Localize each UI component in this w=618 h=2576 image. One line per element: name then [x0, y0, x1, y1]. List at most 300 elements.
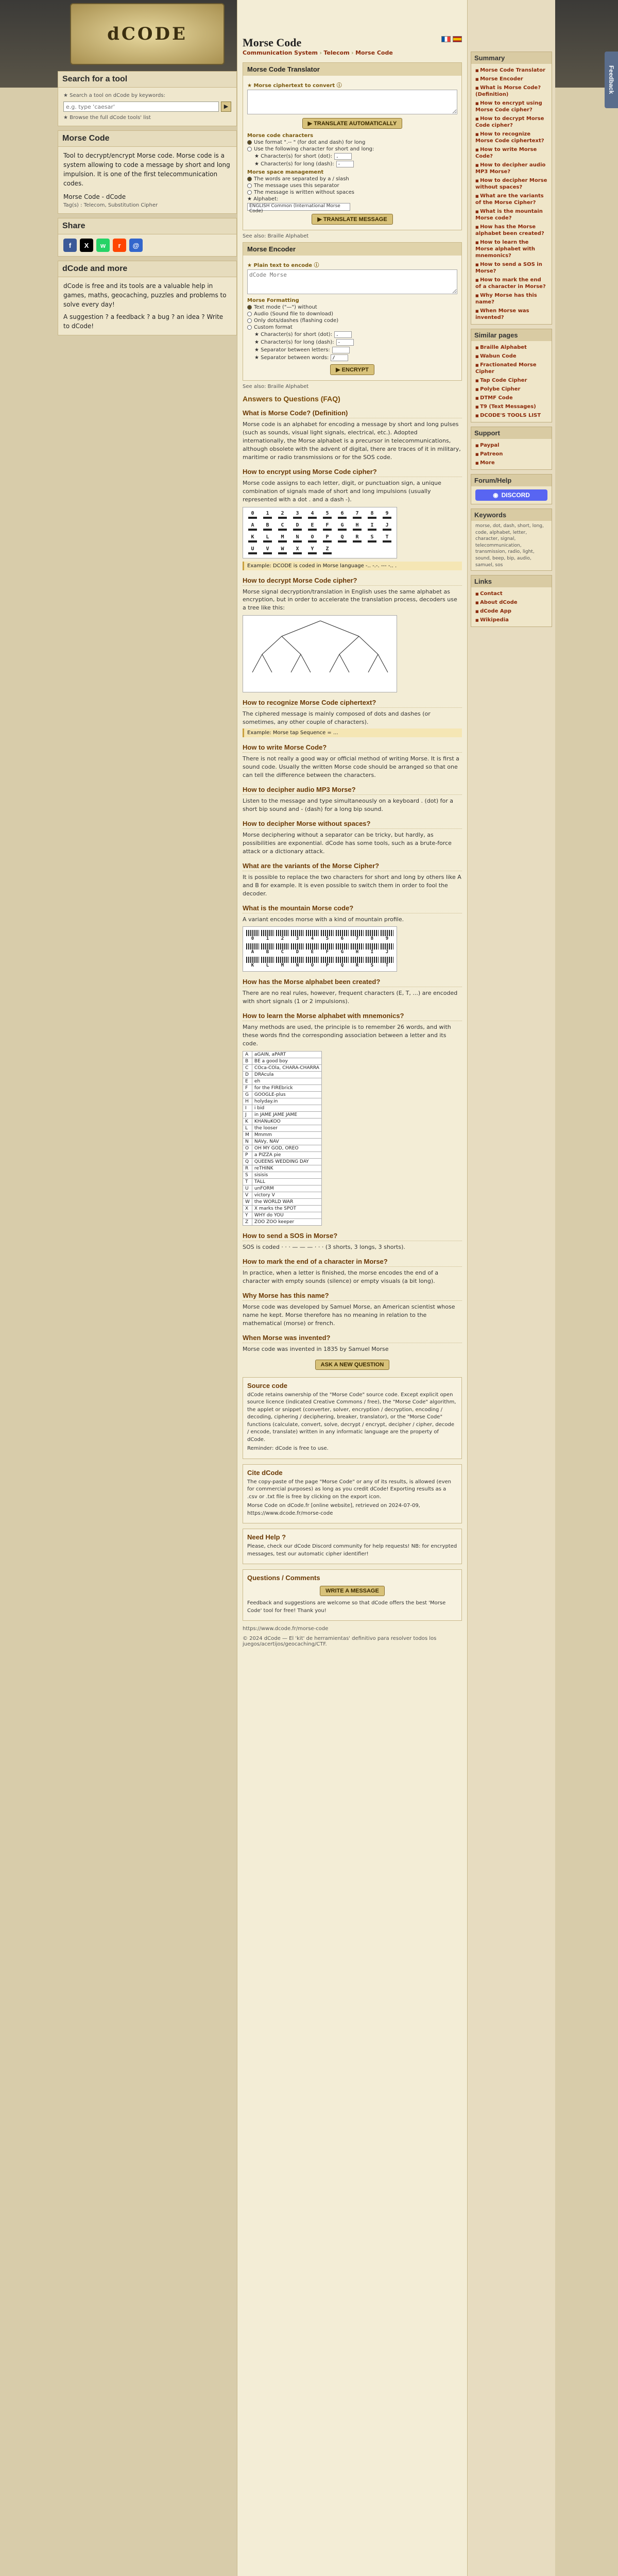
table-cell: X — [243, 1206, 252, 1212]
morse-alphabet-char: I — [370, 522, 374, 528]
faq-question: When Morse was invented? — [243, 1333, 462, 1343]
summary-item[interactable]: ■ How to encrypt using Morse Code cipher? — [475, 99, 547, 114]
support-item[interactable]: ■ Patreon — [475, 450, 547, 459]
morse-symbol — [368, 529, 377, 531]
morse-alphabet-cell — [246, 546, 259, 555]
mountain-char: H — [355, 950, 359, 955]
morse-symbol — [368, 540, 377, 543]
summary-item[interactable]: ■ How to recognize Morse Code ciphertext? — [475, 130, 547, 145]
table-row — [243, 1165, 322, 1172]
mountain-profile — [351, 930, 364, 936]
faq-question: What are the variants of the Morse Cipher? — [243, 861, 462, 871]
forum-title: Forum/Help — [471, 474, 552, 486]
morse-alphabet-cell — [261, 511, 274, 519]
faq-answer: Morse code assigns to each letter, digit, or punctuation sign, a unique combination of signals made of short and long impulsions (usually represented with a dot . and a dash -). — [243, 479, 441, 503]
translate-message-button[interactable]: ▶ TRANSLATE MESSAGE — [312, 214, 392, 225]
support-item[interactable]: ■ More — [475, 459, 547, 467]
similar-item[interactable]: ■ DCODE'S TOOLS LIST — [475, 411, 547, 420]
morse-alphabet-cell — [291, 511, 304, 519]
morse-symbol — [248, 540, 258, 543]
share-x-icon[interactable]: X — [80, 239, 93, 252]
main-content — [237, 0, 468, 2576]
table-cell: O — [243, 1145, 252, 1152]
format-option-2[interactable] — [247, 146, 457, 152]
breadcrumb-item-3[interactable]: Morse Code — [355, 49, 393, 56]
alphabet-row — [247, 196, 457, 202]
keywords-box — [471, 509, 552, 571]
table-cell: X marks the SPOT — [252, 1206, 321, 1212]
mountain-cell — [261, 957, 274, 968]
search-submit-button[interactable]: ▶ — [221, 101, 231, 112]
table-row — [243, 1185, 322, 1192]
source-title: Source code — [247, 1381, 288, 1389]
help-section — [243, 1529, 462, 1564]
morse-input[interactable] — [247, 90, 457, 114]
morse-alphabet-char: 4 — [311, 510, 314, 516]
mountain-char: 4 — [311, 936, 314, 942]
table-cell: Z — [243, 1219, 252, 1226]
summary-item[interactable]: ■ How to write Morse Code? — [475, 145, 547, 161]
morse-symbol — [278, 540, 287, 543]
mountain-profile — [306, 930, 319, 936]
table-cell: sisisis — [252, 1172, 321, 1179]
faq-answer: It is possible to replace the two characters for short and long by others like A and B for example. It is even possible to switch them in order to fool the decoder. — [243, 873, 461, 897]
sep-option-2[interactable] — [247, 183, 457, 189]
enc-radio-4[interactable] — [247, 325, 252, 330]
write-message-button[interactable]: WRITE A MESSAGE — [320, 1586, 385, 1596]
share-title: Share — [58, 218, 236, 234]
morse-alphabet-char: Y — [311, 546, 314, 552]
format-radio-2[interactable] — [247, 147, 252, 151]
left-sidebar — [58, 0, 237, 340]
table-cell: DRAcula — [252, 1072, 321, 1078]
mountain-cell — [306, 957, 319, 968]
morse-alphabet-cell — [336, 534, 349, 543]
morse-symbol — [323, 517, 332, 519]
enc-sepw-input[interactable] — [331, 354, 348, 361]
sep-radio-3[interactable] — [247, 190, 252, 195]
summary-item[interactable]: ■ What are the variants of the Morse Cipher? — [475, 192, 547, 207]
morse-alphabet-cell — [381, 511, 393, 519]
encoder-panel — [243, 242, 462, 381]
more-text: dCode is free and its tools are a valuable help in games, maths, geocaching, puzzles and problems to solve every day! — [63, 282, 227, 308]
table-cell: E — [243, 1078, 252, 1085]
mountain-profile — [366, 957, 379, 963]
faq-answer: Morse code is an alphabet for encoding a message by short and long pulses (such as sounds, visual light signals, electrical, etc.). Adopted internationally, the Morse alphabet is a precursor in telecommunications, although obsolete with the advent of digital, there are traces of it in military, maritime or radio transmissions or for the SOS code. — [243, 421, 461, 461]
morse-alphabet-char: J — [385, 522, 389, 528]
encoder-input-label: ★ Plain text to encode ⓘ — [247, 263, 319, 268]
morse-alphabet-char: E — [311, 522, 314, 528]
discord-button[interactable] — [475, 489, 547, 501]
table-cell: the looser — [252, 1125, 321, 1132]
mountain-cell — [276, 930, 289, 941]
short-char-input[interactable] — [334, 153, 352, 160]
morse-alphabet-cell — [366, 522, 379, 531]
morse-alphabet-char: 6 — [340, 510, 344, 516]
long-char-input[interactable] — [336, 161, 354, 167]
mountain-char: N — [296, 963, 299, 969]
mountain-cell — [276, 957, 289, 968]
morse-alphabet-cell — [381, 522, 393, 531]
table-cell: Q — [243, 1159, 252, 1165]
faq-question: What is the mountain Morse code? — [243, 903, 462, 913]
summary-item[interactable]: ■ What is Morse Code? (Definition) — [475, 83, 547, 99]
share-whatsapp-icon[interactable]: w — [96, 239, 110, 252]
search-box — [58, 71, 237, 126]
summary-item[interactable]: ■ What is the mountain Morse code? — [475, 207, 547, 223]
enc-long-input[interactable] — [336, 339, 354, 346]
search-hint: ★ Search a tool on dCode by keywords: — [63, 93, 165, 98]
page-title: Morse Code — [243, 36, 302, 49]
faq-section — [243, 395, 462, 1353]
morse-symbol — [263, 540, 272, 543]
table-cell: victory V — [252, 1192, 321, 1199]
table-cell: OH MY GOD, OREO — [252, 1145, 321, 1152]
browse-tools-link[interactable]: ★ Browse the full dCode tools' list — [63, 115, 151, 121]
faq-question: How to mark the end of a character in Morse? — [243, 1257, 462, 1267]
share-email-icon[interactable]: @ — [129, 239, 143, 252]
morse-alphabet-cell — [366, 511, 379, 519]
faq-question: How to encrypt using Morse Code cipher? — [243, 467, 462, 477]
summary-item[interactable]: ■ How to learn the Morse alphabet with mnemonics? — [475, 238, 547, 260]
table-cell: F — [243, 1085, 252, 1092]
summary-item[interactable]: ■ How to decipher audio MP3 Morse? — [475, 161, 547, 176]
morse-alphabet-char: R — [355, 534, 359, 540]
table-row — [243, 1159, 322, 1165]
morse-alphabet-cell — [246, 522, 259, 531]
links-box — [471, 575, 552, 627]
morse-symbol — [323, 552, 332, 554]
ask-question-button[interactable]: ASK A NEW QUESTION — [315, 1360, 390, 1370]
similar-item[interactable]: ■ Fractionated Morse Cipher — [475, 361, 547, 376]
table-row — [243, 1212, 322, 1219]
mountain-cell — [291, 943, 304, 955]
similar-item[interactable]: ■ Tap Code Cipher — [475, 376, 547, 385]
table-row — [243, 1172, 322, 1179]
table-cell: P — [243, 1152, 252, 1159]
table-row — [243, 1206, 322, 1212]
enc-option-1-label: Text mode ("—") without — [254, 304, 317, 310]
short-char-row — [247, 153, 457, 160]
table-cell: M — [243, 1132, 252, 1139]
morse-alphabet-char: H — [355, 522, 359, 528]
morse-alphabet-char: Z — [325, 546, 329, 552]
mountain-char: O — [311, 963, 314, 969]
plaintext-input[interactable] — [247, 269, 457, 294]
format-option-2-label: Use the following character for short and long: — [254, 146, 374, 152]
morse-symbol — [278, 529, 287, 531]
table-cell: C — [243, 1065, 252, 1072]
breadcrumb-item-1[interactable]: Communication System — [243, 49, 318, 56]
feedback-tab[interactable]: Feedback — [605, 52, 618, 108]
mnemonics-table — [243, 1051, 322, 1226]
table-cell: unFORM — [252, 1185, 321, 1192]
morse-symbol — [263, 517, 272, 519]
support-item[interactable]: ■ Paypal — [475, 441, 547, 450]
morse-symbol — [338, 540, 347, 543]
mountain-cell — [291, 957, 304, 968]
summary-list — [471, 64, 552, 324]
mountain-cell — [336, 957, 349, 968]
sep-radio-1[interactable] — [247, 177, 252, 181]
faq-question: What is Morse Code? (Definition) — [243, 408, 462, 418]
morse-alphabet-cell — [336, 511, 349, 519]
alphabet-select[interactable]: ENGLISH Common (International Morse Code) — [247, 203, 350, 211]
mountain-profile — [351, 957, 364, 963]
see-also-2[interactable]: See also: Braille Alphabet — [243, 384, 309, 389]
format-option-1[interactable] — [247, 140, 457, 145]
cite-text: The copy-paste of the page "Morse Code" or any of its results, is allowed (even for commercial purposes) as long as you credit dCode! Exporting results as a .csv or .txt file is free by clicking on the export icon. — [247, 1479, 451, 1500]
table-cell: K — [243, 1118, 252, 1125]
alphabet-select-row — [247, 203, 457, 214]
sep-radio-2[interactable] — [247, 183, 252, 188]
similar-item[interactable]: ■ DTMF Code — [475, 394, 547, 402]
search-title: Search for a tool — [58, 72, 236, 88]
table-cell: aGAIN, aPART — [252, 1052, 321, 1058]
faq-question: How to send a SOS in Morse? — [243, 1231, 462, 1241]
morse-alphabet-cell — [306, 546, 319, 555]
faq-answer: Morse signal decryption/translation in English uses the same alphabet as encryption, but in order to accelerate the translation process, decoders use a tree like this: — [243, 588, 457, 612]
morse-alphabet-char: X — [296, 546, 299, 552]
morse-alphabet-cell — [261, 534, 274, 543]
see-also-1[interactable]: See also: Braille Alphabet — [243, 233, 309, 239]
mountain-profile — [261, 943, 274, 950]
table-row — [243, 1139, 322, 1145]
summary-item[interactable]: ■ How to decrypt Morse Code cipher? — [475, 114, 547, 130]
summary-item[interactable]: ■ Morse Encoder — [475, 75, 547, 83]
morse-symbol — [308, 540, 317, 543]
morse-alphabet-char: O — [311, 534, 314, 540]
morse-alphabet-cell — [276, 534, 289, 543]
table-row — [243, 1065, 322, 1072]
encoder-format-label: Morse Formatting — [247, 298, 299, 303]
keywords-title: Keywords — [471, 509, 552, 521]
mountain-char: R — [355, 963, 359, 969]
summary-item[interactable]: ■ How to send a SOS in Morse? — [475, 260, 547, 276]
share-box — [58, 218, 237, 257]
dcode-logo[interactable] — [70, 3, 225, 65]
page-header — [237, 0, 467, 59]
faq-answer: SOS is coded · · · — — — · · · (3 shorts, 3 longs, 3 shorts). — [243, 1244, 405, 1251]
mountain-char: L — [266, 963, 269, 969]
enc-short-input[interactable] — [334, 331, 352, 338]
mountain-cell — [381, 930, 393, 941]
forum-box — [471, 474, 552, 504]
enc-option-2[interactable] — [247, 311, 457, 317]
mountain-profile — [336, 930, 349, 936]
similar-box — [471, 329, 552, 422]
format-radio-1[interactable] — [247, 140, 252, 145]
keywords-text: morse, dot, dash, short, long, code, alphabet, letter, character, signal, telecommunication, transmission, radio, light, sound, beep, bip, audio, samuel, sos — [475, 523, 544, 568]
table-cell: WHY do YOU — [252, 1212, 321, 1219]
mountain-cell — [261, 930, 274, 941]
mountain-char: 5 — [325, 936, 329, 942]
mountain-profile — [261, 957, 274, 963]
summary-item[interactable]: ■ How has the Morse alphabet been created? — [475, 223, 547, 238]
sep-option-3[interactable] — [247, 190, 457, 195]
morse-alphabet-cell — [381, 534, 393, 543]
table-row — [243, 1125, 322, 1132]
enc-option-4[interactable] — [247, 325, 457, 330]
mountain-char: S — [370, 963, 374, 969]
share-reddit-icon[interactable]: r — [113, 239, 126, 252]
cite-ref: Morse Code on dCode.fr [online website], retrieved on 2024-07-09, https://www.dcode.fr/morse-code — [247, 1503, 420, 1516]
morse-symbol — [308, 517, 317, 519]
mountain-char: E — [311, 950, 314, 955]
enc-sepl-row — [247, 347, 457, 353]
faq-question: How has the Morse alphabet been created? — [243, 977, 462, 987]
summary-item[interactable]: ■ How to mark the end of a character in Morse? — [475, 276, 547, 291]
links-list — [471, 587, 552, 626]
summary-item[interactable]: ■ Morse Code Translator — [475, 66, 547, 75]
mountain-char: T — [385, 963, 389, 969]
mountain-profile — [276, 943, 289, 950]
mountain-cell — [381, 957, 393, 968]
mountain-profile — [246, 930, 259, 936]
search-input[interactable] — [63, 101, 219, 112]
similar-item[interactable]: ■ T9 (Text Messages) — [475, 402, 547, 411]
table-cell: G — [243, 1092, 252, 1098]
mountain-profile — [291, 943, 304, 950]
table-cell: holyday.in — [252, 1098, 321, 1105]
source-code-section — [243, 1377, 462, 1459]
mountain-cell — [351, 957, 364, 968]
mountain-profile — [351, 943, 364, 950]
morse-symbol — [383, 540, 392, 543]
morse-symbol — [293, 540, 302, 543]
morse-symbol — [248, 552, 258, 554]
table-cell: BE a good boy — [252, 1058, 321, 1065]
help-text: Please, check our dCode Discord community for help requests! NB: for encrypted messages, test our automatic cipher identifier! — [247, 1544, 457, 1557]
mountain-profile — [246, 943, 259, 950]
links-item[interactable]: ■ About dCode — [475, 598, 547, 607]
faq-answer: A variant encodes morse with a kind of mountain profile. — [243, 916, 404, 923]
more-title: dCode and more — [58, 261, 236, 277]
mountain-char: G — [340, 950, 344, 955]
enc-radio-3[interactable] — [247, 318, 252, 323]
mountain-char: 2 — [281, 936, 284, 942]
flag-fr-icon[interactable] — [441, 36, 451, 42]
example-box: Example: Morse tap Sequence = ... — [243, 728, 462, 737]
morse-alphabet-char: T — [385, 534, 389, 540]
flag-es-icon[interactable] — [453, 36, 462, 42]
mountain-profile — [366, 930, 379, 936]
faq-question: How to decipher audio MP3 Morse? — [243, 785, 462, 795]
enc-radio-2[interactable] — [247, 312, 252, 316]
morse-alphabet-char: K — [251, 534, 254, 540]
similar-item[interactable]: ■ Polybe Cipher — [475, 385, 547, 394]
morse-alphabet-cell — [306, 534, 319, 543]
encrypt-button[interactable]: ▶ ENCRYPT — [330, 364, 374, 375]
links-item[interactable]: ■ dCode App — [475, 607, 547, 616]
mountain-profile — [321, 930, 334, 936]
faq-question: Why Morse has this name? — [243, 1291, 462, 1301]
morse-alphabet-char: F — [325, 522, 329, 528]
morse-symbol — [353, 540, 362, 543]
morse-alphabet-char: B — [266, 522, 269, 528]
mountain-cell — [366, 930, 379, 941]
mountain-cell — [351, 943, 364, 955]
tool-meta: Morse Code - dCode — [63, 193, 126, 200]
morse-alphabet-cell — [261, 546, 274, 555]
morse-alphabet-char: 9 — [385, 510, 389, 516]
mountain-char: 9 — [385, 936, 389, 942]
morse-alphabet-cell — [321, 534, 334, 543]
support-title: Support — [471, 427, 552, 439]
morse-alphabet-cell — [246, 511, 259, 519]
morse-symbol — [278, 517, 287, 519]
links-item[interactable]: ■ Wikipedia — [475, 616, 547, 624]
comments-section — [243, 1569, 462, 1621]
enc-short-label: ★ Character(s) for short (dot): — [254, 332, 333, 337]
mountain-profile — [381, 930, 393, 936]
tool-info-box — [58, 130, 237, 214]
enc-option-1[interactable] — [247, 304, 457, 310]
footer-url[interactable]: https://www.dcode.fr/morse-code — [243, 1626, 329, 1632]
cite-title: Cite dCode — [247, 1468, 283, 1477]
similar-item[interactable]: ■ Wabun Code — [475, 352, 547, 361]
summary-item[interactable]: ■ Why Morse has this name? — [475, 291, 547, 307]
translate-auto-button[interactable]: ▶ TRANSLATE AUTOMATICALLY — [302, 118, 403, 129]
table-cell: COca-COla, CHARA-CHARRA — [252, 1065, 321, 1072]
mountain-cell — [306, 930, 319, 941]
similar-list — [471, 341, 552, 422]
enc-radio-1[interactable] — [247, 305, 252, 310]
faq-question: How to recognize Morse Code ciphertext? — [243, 698, 462, 708]
mountain-profile — [381, 943, 393, 950]
morse-alphabet-char: 2 — [281, 510, 284, 516]
morse-alphabet-cell — [336, 522, 349, 531]
morse-alphabet-table — [243, 507, 397, 558]
table-cell: i bid — [252, 1105, 321, 1112]
morse-alphabet-cell — [276, 522, 289, 531]
tool-tags: Tag(s) : Telecom, Substitution Cipher — [63, 202, 158, 208]
mountain-cell — [321, 930, 334, 941]
mountain-cell — [321, 943, 334, 955]
table-cell: R — [243, 1165, 252, 1172]
morse-alphabet-char: 7 — [355, 510, 359, 516]
manual-label: Morse code characters — [247, 133, 314, 139]
table-cell: I — [243, 1105, 252, 1112]
table-row — [243, 1152, 322, 1159]
enc-option-3[interactable] — [247, 318, 457, 324]
share-facebook-icon[interactable]: f — [63, 239, 77, 252]
long-char-row — [247, 161, 457, 167]
enc-sepl-input[interactable] — [332, 347, 350, 353]
summary-item[interactable]: ■ When Morse was invented? — [475, 307, 547, 322]
morse-symbol — [383, 517, 392, 519]
morse-alphabet-char: 5 — [325, 510, 329, 516]
morse-alphabet-char: V — [266, 546, 269, 552]
enc-sepw-row — [247, 354, 457, 361]
mountain-profile — [276, 957, 289, 963]
more-text-2[interactable]: A suggestion ? a feedback ? a bug ? an idea ? Write to dCode! — [63, 313, 224, 330]
morse-alphabet-cell — [306, 522, 319, 531]
morse-symbol — [248, 529, 258, 531]
mountain-cell — [306, 943, 319, 955]
summary-item[interactable]: ■ How to decipher Morse without spaces? — [475, 176, 547, 192]
mountain-char: C — [281, 950, 284, 955]
similar-item[interactable]: ■ Braille Alphabet — [475, 343, 547, 352]
table-row — [243, 1118, 322, 1125]
links-item[interactable]: ■ Contact — [475, 589, 547, 598]
morse-alphabet-char: U — [251, 546, 254, 552]
table-row — [243, 1072, 322, 1078]
support-list — [471, 439, 552, 469]
sep-option-1[interactable] — [247, 176, 457, 182]
table-row — [243, 1192, 322, 1199]
breadcrumb-item-2[interactable]: Telecom — [323, 49, 350, 56]
